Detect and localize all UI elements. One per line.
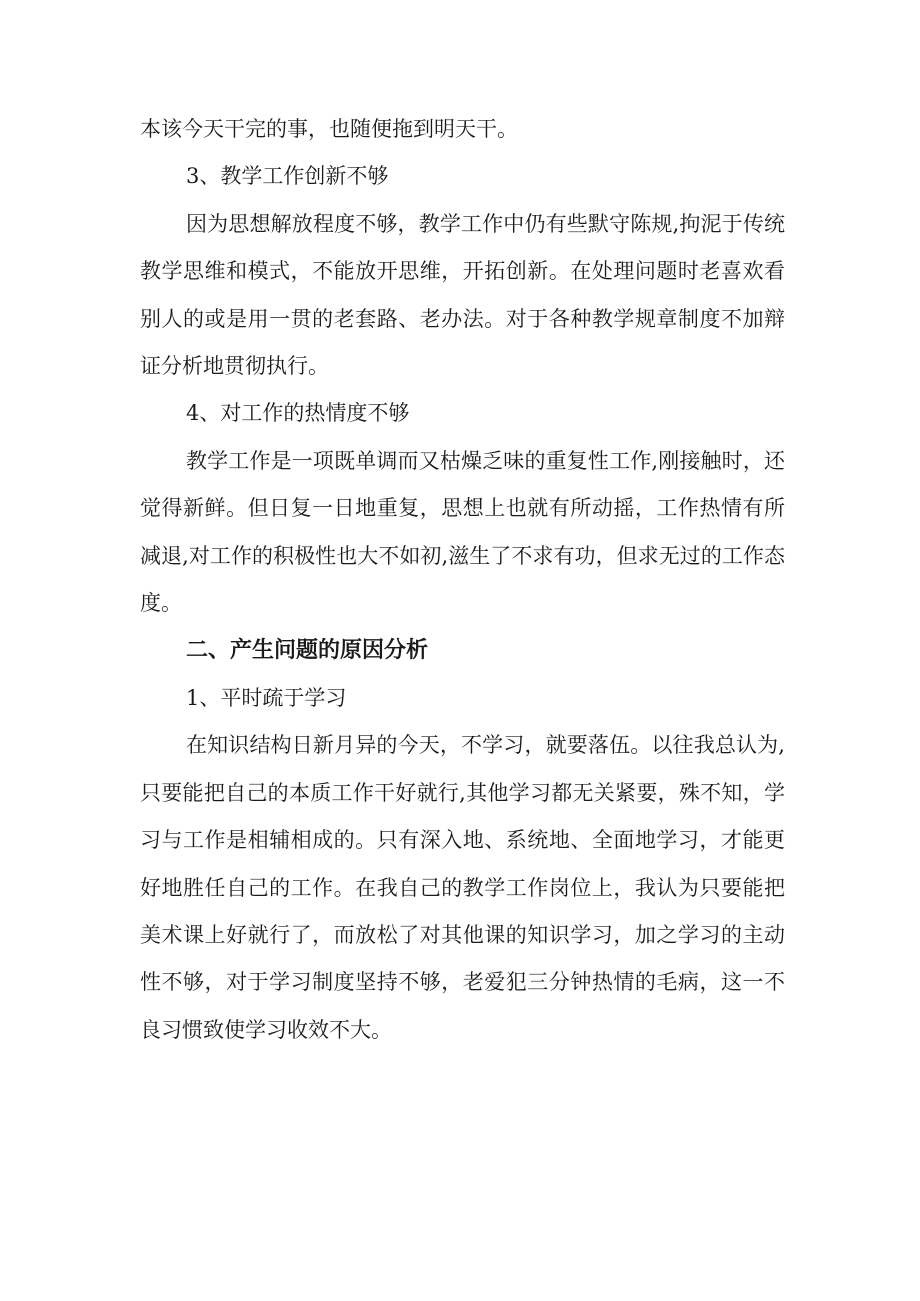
- paragraph-study: 在知识结构日新月异的今天，不学习，就要落伍。以往我总认为,只要能把自己的本质工作干好就行,其他学习都无关紧要，殊不知，学习与工作是相辅相成的。只有深入地、系统地、全面地学习，才能更好地胜任自己的工作。在我自己的教学工作岗位上，我认为只要能把美术课上好就行了，而放松了对其他课的知识学习，加之学习的主动性不够，对于学习制度坚持不够，老爱犯三分钟热情的毛病，这一不良习惯致使学习收效不大。: [140, 733, 785, 1042]
- paragraph-continuation: 本该今天干完的事，也随便拖到明天干。: [140, 117, 518, 141]
- subheading-4: 4、对工作的热情度不够: [186, 401, 410, 426]
- subheading-1: 1、平时疏于学习: [186, 685, 347, 710]
- section-heading-2: 二、产生问题的原因分析: [186, 638, 429, 664]
- subheading-3: 3、教学工作创新不够: [186, 164, 389, 189]
- paragraph-enthusiasm: 教学工作是一项既单调而又枯燥乏味的重复性工作,刚接触时，还觉得新鲜。但日复一日地重复，思想上也就有所动摇，工作热情有所减退,对工作的积极性也大不如初,滋生了不求有功，但求无过的工作态度。: [140, 448, 785, 616]
- paragraph-innovation: 因为思想解放程度不够，教学工作中仍有些默守陈规,拘泥于传统教学思维和模式，不能放开思维，开拓创新。在处理问题时老喜欢看别人的或是用一贯的老套路、老办法。对于各种教学规章制度不加辩证分析地贯彻执行。: [140, 211, 785, 379]
- document-body: [140, 106, 785, 1054]
